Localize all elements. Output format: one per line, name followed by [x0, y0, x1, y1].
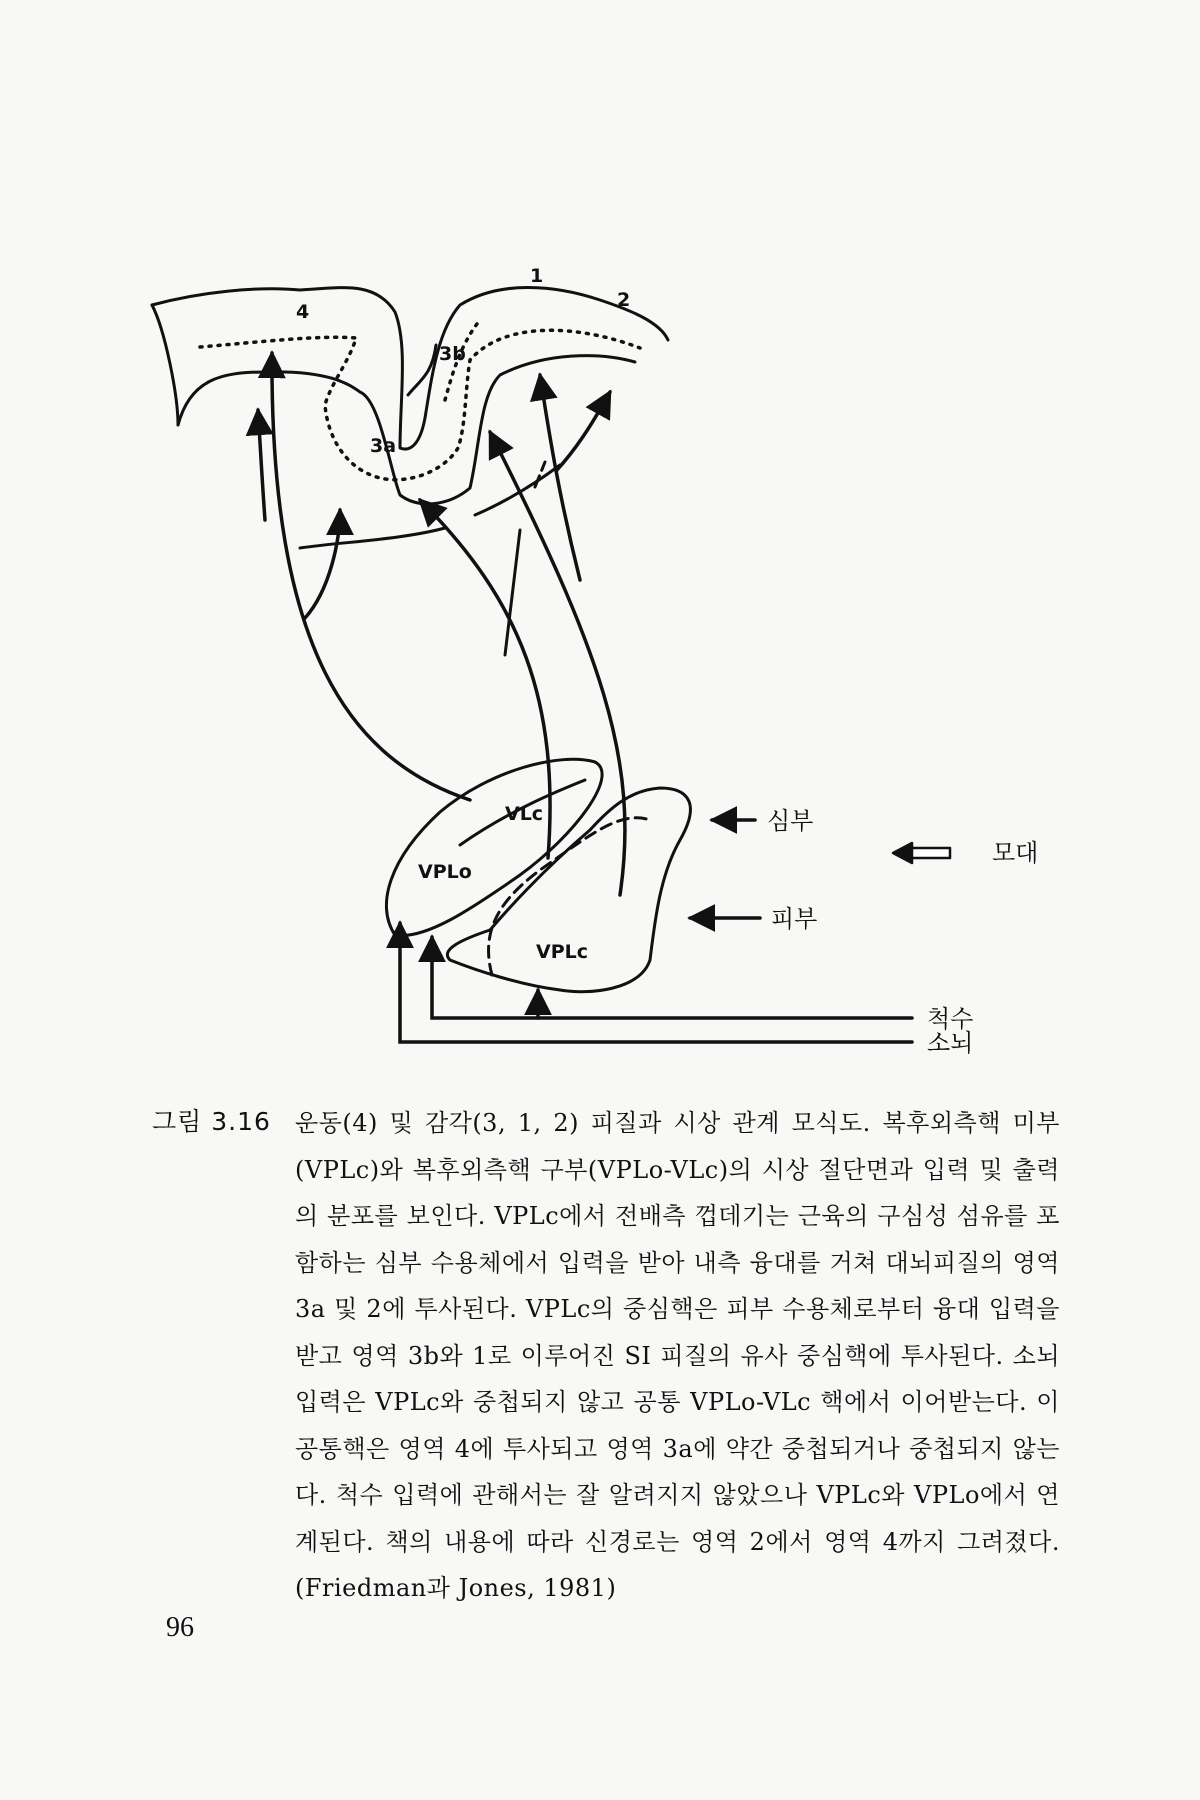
- label-vplc: VPLc: [536, 941, 588, 963]
- dotted-area-4-boundary: [200, 330, 640, 479]
- label-area-1: 1: [530, 265, 544, 287]
- caption-label: 그림 3.16: [152, 1107, 271, 1136]
- label-area-2: 2: [617, 289, 631, 311]
- label-spinal: 척수: [927, 1005, 974, 1033]
- line-dashed-upper: [535, 462, 545, 487]
- label-vplo: VPLo: [418, 861, 472, 883]
- cortex-left-edge: [152, 305, 178, 425]
- projection-to-3a-left: [258, 410, 265, 520]
- cortex-inner-surface: [178, 356, 635, 504]
- arrow-modality: [893, 843, 950, 863]
- page-number: 96: [166, 1612, 194, 1643]
- label-area-3b: 3b: [439, 343, 466, 365]
- projection-vplo-to-3a: [305, 510, 340, 618]
- label-area-4: 4: [296, 301, 310, 323]
- label-deep: 심부: [767, 807, 814, 835]
- area-3b-lip: [408, 345, 436, 395]
- label-skin: 피부: [771, 905, 818, 933]
- arrow-cerebellum-to-vplo: [400, 923, 912, 1042]
- label-modality: 모대: [992, 839, 1039, 867]
- white-matter-boundary: [300, 528, 445, 548]
- label-cerebellum: 소뇌: [927, 1029, 974, 1057]
- caption-text: 운동(4) 및 감각(3, 1, 2) 피질과 시상 관계 모식도. 복후외측핵 미부(VPLc)와 복후외측핵 구부(VPLo-VLc)의 시상 절단면과 입력 및 출력의 분포를 보인다. VPLc에서 전배측 껍데기는 근육의 구심성 섬유를 포함하는 심부 수용체에서 입력을 받아 내측 융대를 거쳐 대뇌피질의 영역 3a 및 2에 투사된다. VPLc의 중심핵은 피부 수용체로부터 융대 입력을 받고 영역 3b와 1로 이루어진 SI 피질의 유사 중심핵에 투사된다. 소뇌 입력은 VPLc와 중첩되지 않고 공통 VPLo-VLc 핵에서 이어받는다. 이 공통핵은 영역 4에 투사되고 영역 3a에 약간 중첩되거나 중첩되지 않는다. 척수 입력에 관해서는 잘 알려지지 않았으나 VPLc와 VPLo에서 연계된다. 책의 내용에 따라 신경로는 영역 2에서 영역 4까지 그려졌다.(Friedman과 Jones, 1981): [295, 1109, 1060, 1602]
- label-area-3a: 3a: [370, 435, 397, 457]
- projection-long-to-2: [557, 392, 610, 470]
- label-vlc: VLc: [505, 803, 544, 825]
- projection-to-area-4: [272, 353, 470, 800]
